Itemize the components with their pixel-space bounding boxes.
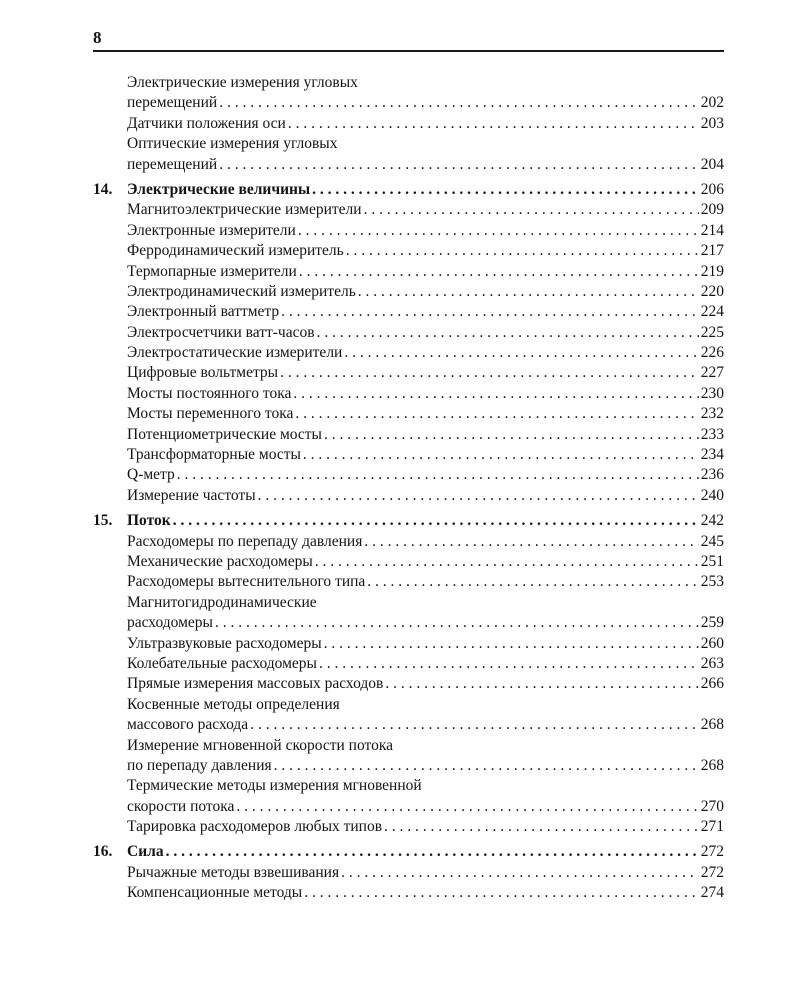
- entry-title: [127, 654, 317, 674]
- toc-line: [93, 155, 724, 175]
- toc-entry[interactable]: [93, 425, 724, 445]
- entry-title: [127, 486, 256, 506]
- toc-line: [93, 465, 724, 485]
- entry-title: [93, 511, 171, 531]
- entry-title: [127, 343, 342, 363]
- toc-line: [93, 363, 724, 383]
- entry-title: [127, 695, 340, 715]
- entry-title-text: Измерение мгновенной скорости потока: [127, 736, 394, 754]
- entry-title: [127, 883, 302, 903]
- toc-entry[interactable]: [93, 674, 724, 694]
- entry-title-text: Термопарные измерители: [127, 262, 297, 280]
- dot-leader: [258, 486, 699, 506]
- entry-title-text: Расходомеры вытеснительного типа: [127, 573, 366, 591]
- toc-entry[interactable]: [93, 776, 724, 817]
- toc-line: [93, 180, 724, 200]
- entry-page-number: 203: [700, 114, 724, 132]
- toc-line: [93, 776, 724, 796]
- toc-line: [93, 323, 724, 343]
- toc-line: [93, 532, 724, 552]
- entry-title-text: расходомеры: [127, 614, 213, 632]
- entry-page-number: 271: [700, 818, 724, 836]
- toc-entry[interactable]: [93, 384, 724, 404]
- toc-entry[interactable]: [93, 73, 724, 114]
- entry-page-number: 272: [700, 843, 724, 861]
- entry-title-text: Цифровые вольтметры: [127, 364, 279, 382]
- entry-title-text: Тарировка расходомеров любых типов: [127, 818, 383, 836]
- toc-entry[interactable]: [93, 343, 724, 363]
- toc-entry[interactable]: [93, 134, 724, 175]
- toc-line: [93, 282, 724, 302]
- dot-leader: [315, 552, 699, 572]
- dot-leader: [236, 797, 698, 817]
- chapter-number: 14.: [93, 180, 113, 198]
- dot-leader: [298, 221, 699, 241]
- entry-page-number: 268: [700, 716, 724, 734]
- entry-title: [127, 634, 322, 654]
- dot-leader: [324, 425, 699, 445]
- toc-line: [93, 343, 724, 363]
- entry-title: [127, 134, 337, 154]
- header-rule: [93, 50, 724, 52]
- dot-leader: [250, 715, 699, 735]
- dot-leader: [346, 241, 699, 261]
- toc-entry[interactable]: [93, 736, 724, 777]
- entry-title: [127, 572, 365, 592]
- entry-title-text: Электронный ваттметр: [127, 303, 280, 321]
- toc-entry[interactable]: [93, 363, 724, 383]
- entry-title-text: Рычажные методы взвешивания: [127, 863, 340, 881]
- entry-title: [127, 445, 301, 465]
- entry-title-text: Электронные измерители: [127, 221, 296, 239]
- dot-leader: [274, 756, 699, 776]
- entry-page-number: 219: [700, 262, 724, 280]
- entry-page-number: 220: [700, 282, 724, 300]
- toc-line: [93, 552, 724, 572]
- toc-entry[interactable]: [93, 302, 724, 322]
- toc-line: [93, 511, 724, 531]
- entry-title: [127, 93, 217, 113]
- entry-title: [127, 114, 286, 134]
- chapter-number: 16.: [93, 843, 113, 861]
- entry-title-text: Ультразвуковые расходомеры: [127, 634, 322, 652]
- entry-title-text: Мосты постоянного тока: [127, 384, 292, 402]
- toc-line: [93, 797, 724, 817]
- entry-title: [127, 674, 383, 694]
- toc-entry[interactable]: [93, 863, 724, 883]
- dot-leader: [304, 883, 699, 903]
- entry-title-text: Механические расходомеры: [127, 552, 313, 570]
- entry-page-number: 234: [700, 446, 724, 464]
- entry-page-number: 270: [700, 797, 724, 815]
- entry-page-number: 240: [700, 486, 724, 504]
- entry-title: [127, 532, 362, 552]
- entry-title-text: Датчики положения оси: [127, 114, 286, 132]
- entry-page-number: 272: [700, 863, 724, 881]
- toc-line: [93, 73, 724, 93]
- entry-page-number: 251: [700, 552, 724, 570]
- dot-leader: [215, 613, 699, 633]
- toc-line: [93, 572, 724, 592]
- toc-line: [93, 654, 724, 674]
- entry-title: [127, 715, 248, 735]
- entry-page-number: 230: [700, 384, 724, 402]
- entry-title: [127, 863, 339, 883]
- entry-title: [93, 842, 164, 862]
- toc-entry[interactable]: [93, 634, 724, 654]
- dot-leader: [295, 404, 698, 424]
- dot-leader: [319, 654, 699, 674]
- toc-entry[interactable]: [93, 282, 724, 302]
- toc-entry[interactable]: [93, 552, 724, 572]
- entry-title-text: перемещений: [127, 155, 218, 173]
- chapter-number: 15.: [93, 512, 113, 530]
- entry-page-number: 204: [700, 155, 724, 173]
- entry-title: [127, 736, 393, 756]
- page-number: 8: [93, 28, 102, 47]
- dot-leader: [344, 343, 698, 363]
- entry-title: [127, 817, 382, 837]
- dot-leader: [173, 511, 699, 531]
- toc-line: [93, 384, 724, 404]
- toc-entry[interactable]: [93, 445, 724, 465]
- entry-title-text: Расходомеры по перепаду давления: [127, 532, 363, 550]
- dot-leader: [367, 572, 698, 592]
- entry-title-text: Мосты переменного тока: [127, 405, 294, 423]
- entry-title-text: Электростатические измерители: [127, 344, 343, 362]
- dot-leader: [324, 634, 699, 654]
- entry-page-number: 274: [700, 884, 724, 902]
- toc-line: [93, 134, 724, 154]
- entry-title: [127, 221, 296, 241]
- entry-page-number: 227: [700, 364, 724, 382]
- entry-title: [127, 552, 313, 572]
- entry-title: [127, 262, 297, 282]
- entry-page-number: 253: [700, 573, 724, 591]
- dot-leader: [219, 93, 699, 113]
- dot-leader: [303, 445, 699, 465]
- entry-title: [93, 180, 310, 200]
- entry-title: [127, 282, 356, 302]
- entry-title-text: Прямые измерения массовых расходов: [127, 675, 384, 693]
- toc-entry[interactable]: [93, 262, 724, 282]
- toc-entry[interactable]: [93, 114, 724, 134]
- toc-line: [93, 241, 724, 261]
- entry-page-number: 242: [700, 512, 724, 530]
- entry-title-text: Ферродинамический измеритель: [127, 242, 344, 260]
- entry-title: [127, 384, 291, 404]
- toc-entry[interactable]: [93, 532, 724, 552]
- entry-page-number: 259: [700, 614, 724, 632]
- toc-entry[interactable]: [93, 404, 724, 424]
- entry-title-text: Сила: [127, 843, 164, 861]
- entry-title: [127, 465, 175, 485]
- entry-page-number: 217: [700, 242, 724, 260]
- entry-title-text: Косвенные методы определения: [127, 695, 340, 713]
- entry-title: [127, 425, 322, 445]
- toc-line: [93, 883, 724, 903]
- toc-entry[interactable]: [93, 883, 724, 903]
- entry-title: [127, 323, 315, 343]
- toc-line: [93, 736, 724, 756]
- entry-title: [127, 613, 213, 633]
- entry-page-number: 233: [700, 425, 724, 443]
- entry-title-text: Электросчетчики ватт-часов: [127, 323, 315, 341]
- toc-line: [93, 262, 724, 282]
- entry-title-text: Электродинамический измеритель: [127, 282, 356, 300]
- entry-title-text: массового расхода: [127, 716, 249, 734]
- entry-title: [127, 404, 293, 424]
- toc-line: [93, 93, 724, 113]
- entry-title-text: Поток: [127, 512, 171, 530]
- dot-leader: [358, 282, 699, 302]
- toc-line: [93, 486, 724, 506]
- entry-title-text: Термические методы измерения мгновенной: [127, 777, 422, 795]
- toc-line: [93, 842, 724, 862]
- toc-line: [93, 613, 724, 633]
- toc-line: [93, 445, 724, 465]
- toc-chapter[interactable]: [93, 842, 724, 862]
- entry-title-text: Электрические измерения угловых: [127, 74, 358, 91]
- entry-title-text: Магнитоэлектрические измерители: [127, 201, 362, 219]
- entry-title: [127, 73, 358, 93]
- toc-entry[interactable]: [93, 241, 724, 261]
- entry-title-text: скорости потока: [127, 797, 235, 815]
- toc-line: [93, 200, 724, 220]
- toc-line: [93, 425, 724, 445]
- dot-leader: [280, 363, 699, 383]
- dot-leader: [177, 465, 699, 485]
- entry-title: [127, 363, 278, 383]
- entry-title-text: Q-метр: [127, 466, 175, 484]
- toc-entry[interactable]: [93, 200, 724, 220]
- entry-title-text: Трансформаторные мосты: [127, 446, 301, 464]
- toc-entry[interactable]: [93, 695, 724, 736]
- dot-leader: [341, 863, 699, 883]
- entry-title-text: Компенсационные методы: [127, 884, 303, 902]
- table-of-contents: [93, 73, 724, 904]
- toc-entry[interactable]: [93, 654, 724, 674]
- entry-page-number: 214: [700, 221, 724, 239]
- toc-chapter[interactable]: [93, 511, 724, 531]
- toc-line: [93, 695, 724, 715]
- entry-title-text: по перепаду давления: [127, 756, 272, 774]
- entry-title-text: Колебательные расходомеры: [127, 654, 317, 672]
- dot-leader: [312, 180, 699, 200]
- toc-entry[interactable]: [93, 593, 724, 634]
- toc-line: [93, 221, 724, 241]
- dot-leader: [288, 114, 699, 134]
- entry-page-number: 202: [700, 94, 724, 112]
- toc-line: [93, 715, 724, 735]
- entry-page-number: 266: [700, 675, 724, 693]
- toc-entry[interactable]: [93, 486, 724, 506]
- dot-leader: [281, 302, 699, 322]
- toc-line: [93, 817, 724, 837]
- dot-leader: [364, 532, 698, 552]
- entry-page-number: 226: [700, 344, 724, 362]
- entry-page-number: 232: [700, 405, 724, 423]
- entry-page-number: 268: [700, 756, 724, 774]
- entry-title: [127, 302, 279, 322]
- entry-title: [127, 241, 344, 261]
- dot-leader: [219, 155, 699, 175]
- entry-title: [127, 155, 217, 175]
- entry-page-number: 224: [700, 303, 724, 321]
- dot-leader: [385, 674, 698, 694]
- toc-line: [93, 634, 724, 654]
- toc-line: [93, 674, 724, 694]
- entry-page-number: 209: [700, 201, 724, 219]
- entry-title: [127, 776, 422, 796]
- entry-page-number: 245: [700, 532, 724, 550]
- toc-entry[interactable]: [93, 572, 724, 592]
- entry-title: [127, 593, 317, 613]
- toc-entry[interactable]: [93, 323, 724, 343]
- entry-title: [127, 200, 362, 220]
- entry-page-number: 236: [700, 466, 724, 484]
- toc-line: [93, 593, 724, 613]
- dot-leader: [317, 323, 699, 343]
- toc-line: [93, 863, 724, 883]
- entry-title-text: Электрические величины: [127, 180, 311, 198]
- entry-page-number: 206: [700, 180, 724, 198]
- entry-title-text: Оптические измерения угловых: [127, 135, 338, 153]
- entry-page-number: 263: [700, 654, 724, 672]
- toc-chapter[interactable]: [93, 180, 724, 200]
- dot-leader: [384, 817, 699, 837]
- toc-entry[interactable]: [93, 465, 724, 485]
- entry-title-text: Измерение частоты: [127, 486, 256, 504]
- toc-entry[interactable]: [93, 817, 724, 837]
- entry-title: [127, 756, 272, 776]
- toc-line: [93, 114, 724, 134]
- toc-line: [93, 302, 724, 322]
- dot-leader: [293, 384, 698, 404]
- toc-line: [93, 756, 724, 776]
- toc-line: [93, 404, 724, 424]
- entry-page-number: 260: [700, 634, 724, 652]
- entry-title-text: перемещений: [127, 94, 218, 112]
- dot-leader: [166, 842, 699, 862]
- dot-leader: [299, 262, 699, 282]
- toc-entry[interactable]: [93, 221, 724, 241]
- entry-title-text: Магнитогидродинамические: [127, 593, 317, 611]
- entry-title-text: Потенциометрические мосты: [127, 425, 322, 443]
- entry-title: [127, 797, 234, 817]
- dot-leader: [364, 200, 699, 220]
- entry-page-number: 225: [700, 323, 724, 341]
